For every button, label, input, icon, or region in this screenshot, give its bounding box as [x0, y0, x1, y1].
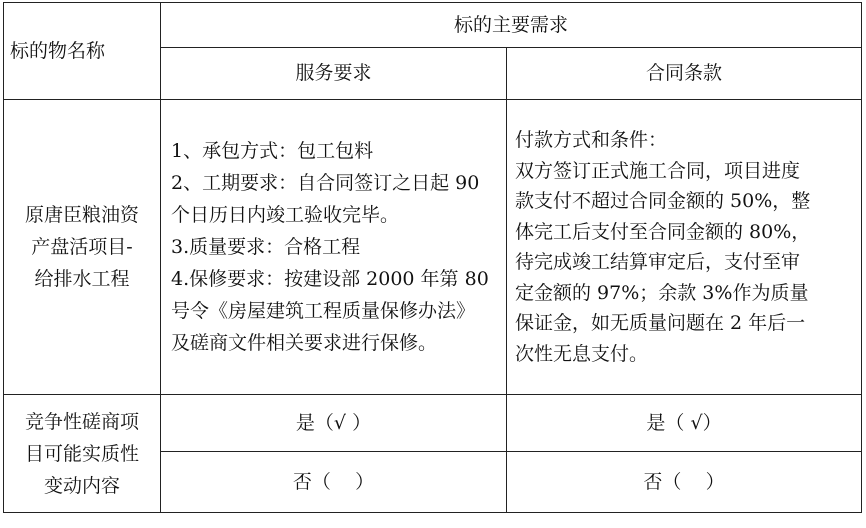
- service-line: 号令《房屋建筑工程质量保修办法》: [171, 300, 476, 322]
- contract-yes-option: 是（ √）: [507, 395, 862, 452]
- contract-line: 次性无息支付。: [515, 342, 649, 365]
- contract-line: 款支付不超过合同金额的 50%，整: [515, 190, 811, 212]
- deviation-label-line: 竞争性磋商项: [24, 410, 139, 433]
- contract-line: 待完成竣工结算审定后，支付至审: [515, 251, 801, 273]
- document-page: [3, 2, 863, 526]
- service-line: 3.质量要求：合格工程: [171, 236, 361, 258]
- deviation-label-line: 变动内容: [43, 474, 120, 497]
- contract-line: 双方签订正式施工合同，项目进度: [515, 159, 801, 182]
- service-line: 1、承包方式：包工包料: [171, 140, 374, 162]
- requirements-table: [3, 2, 862, 513]
- deviation-label-line: 目可能实质性: [24, 442, 139, 465]
- contract-terms-cell: [507, 100, 862, 395]
- service-requirements-cell: [161, 100, 507, 395]
- service-requirements-header: 服务要求: [161, 48, 507, 100]
- project-name-line: 产盘活项目-: [31, 236, 133, 258]
- service-line: 4.保修要求：按建设部 2000 年第 80: [171, 268, 489, 290]
- contract-line: 保证金，如无质量问题在 2 年后一: [515, 312, 806, 334]
- deviation-yes-row: [4, 395, 862, 452]
- contract-line: 体完工后支付至合同金额的 80%，: [515, 220, 811, 243]
- project-row: [4, 100, 862, 395]
- service-line: 及磋商文件相关要求进行保修。: [171, 332, 438, 354]
- project-name-line: 给排水工程: [34, 268, 130, 290]
- service-yes-option: 是（√ ）: [161, 395, 507, 452]
- contract-line: 付款方式和条件：: [515, 129, 668, 151]
- contract-line: 定金额的 97%；余款 3%作为质量: [515, 281, 809, 304]
- deviation-label-cell: [4, 395, 161, 513]
- contract-no-option: 否（ ）: [507, 452, 862, 513]
- header-row-top: [4, 3, 862, 48]
- service-line: 个日历日内竣工验收完毕。: [171, 204, 400, 226]
- service-no-option: 否（ ）: [161, 452, 507, 513]
- contract-terms-header: 合同条款: [507, 48, 862, 100]
- project-name-cell: [4, 100, 161, 395]
- main-requirements-header: 标的主要需求: [161, 3, 862, 48]
- project-name-line: 原唐臣粮油资: [24, 204, 139, 226]
- subject-name-header: 标的物名称: [4, 3, 161, 100]
- service-line: 2、工期要求：自合同签订之日起 90: [171, 172, 480, 194]
